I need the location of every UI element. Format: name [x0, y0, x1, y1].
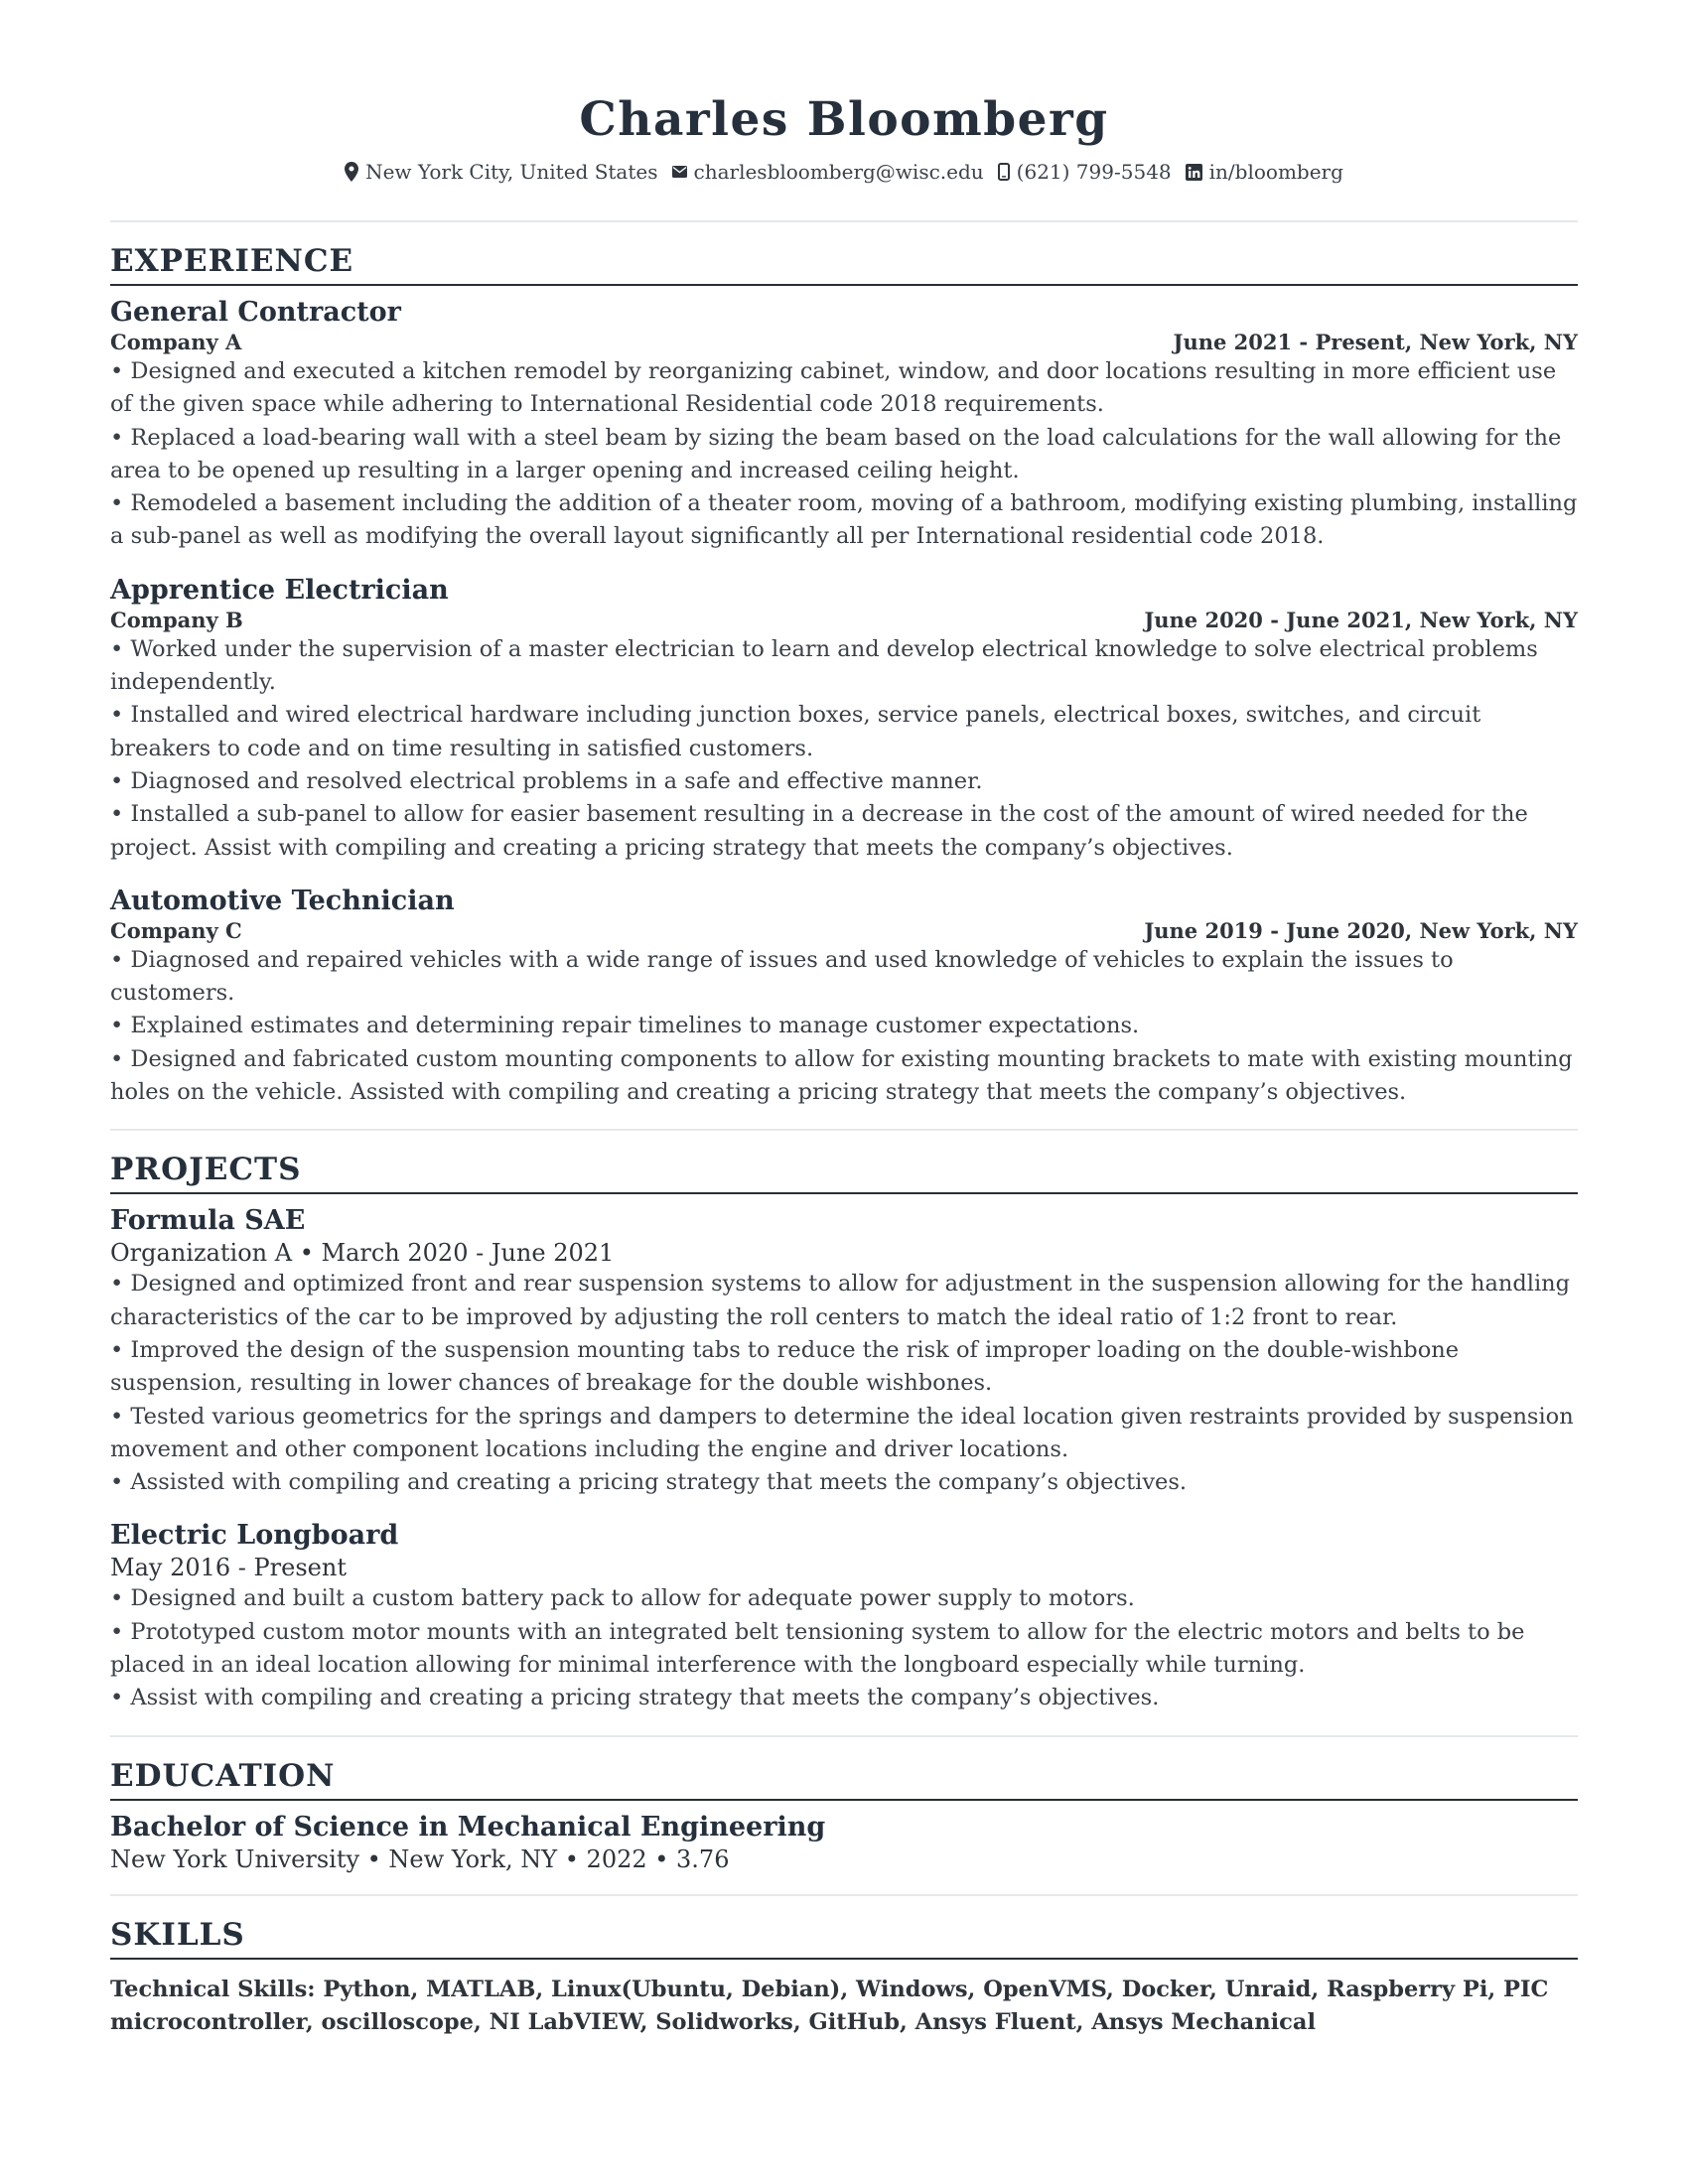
bullet-item: • Worked under the supervision of a master electrician to learn and develop electrical knowledge to solve electrical problems independently.: [110, 635, 1538, 696]
project-entry: [110, 1204, 1578, 1499]
contact-email[interactable]: [672, 159, 984, 185]
project-title: Formula SAE: [110, 1205, 306, 1237]
project-entry: [110, 1519, 1578, 1714]
bullet-list: [110, 1268, 1578, 1499]
experience-entry: [110, 574, 1578, 865]
education-section: [110, 1737, 1578, 1874]
section-title-skills: SKILLS: [110, 1896, 1578, 1960]
bullet-item: • Diagnosed and resolved electrical problems in a safe and effective manner.: [110, 767, 983, 794]
bullet-item: • Improved the design of the suspension mounting tabs to reduce the risk of improper loading on the double-wishbone suspension, resulting in lower chances of breakage for the double wishbones.: [110, 1336, 1460, 1397]
bullet-item: • Installed and wired electrical hardware including junction boxes, service panels, electrical boxes, switches, and circuit breakers to code and on time resulting in satisfied customers.: [110, 702, 1481, 761]
projects-section: [110, 1131, 1578, 1714]
project-meta: Organization A • March 2020 - June 2021: [110, 1239, 615, 1268]
location-pin-icon: [345, 162, 358, 182]
email-link[interactable]: charlesbloomberg@wisc.edu: [693, 160, 984, 184]
company-name: Company A: [110, 330, 242, 354]
linkedin-link[interactable]: in/bloomberg: [1208, 160, 1343, 184]
company-name: Company C: [110, 917, 242, 943]
degree-title: Bachelor of Science in Mechanical Engineering: [110, 1811, 826, 1843]
job-dates-location: June 2019 - June 2020, New York, NY: [1144, 917, 1578, 943]
experience-entry: [110, 885, 1578, 1109]
bullet-item: • Designed and fabricated custom mounting components to allow for existing mounting brackets to mate with existing mounting holes on the vehicle. Assisted with compiling and creating a pricing strategy that meets the company’s objectives.: [110, 1045, 1573, 1106]
contact-info: [110, 159, 1578, 185]
experience-entry: [110, 296, 1578, 554]
project-title: Electric Longboard: [110, 1520, 399, 1552]
education-details: New York University • New York, NY • 2022 • 3.76: [110, 1844, 730, 1873]
job-title: General Contractor: [110, 297, 401, 328]
bullet-item: • Assist with compiling and creating a pricing strategy that meets the company’s objectives.: [110, 1685, 1160, 1711]
location-text: New York City, United States: [365, 160, 658, 184]
contact-phone: [998, 159, 1172, 185]
bullet-item: • Explained estimates and determining repair timelines to manage customer expectations.: [110, 1013, 1140, 1039]
skills-section: [110, 1896, 1578, 2039]
job-dates-location: June 2020 - June 2021, New York, NY: [1144, 607, 1578, 632]
project-meta: May 2016 - Present: [110, 1554, 347, 1582]
education-entry: [110, 1811, 1578, 1874]
company-name: Company B: [110, 607, 243, 632]
job-meta: [110, 918, 1578, 944]
phone-text: (621) 799-5548: [1016, 160, 1172, 184]
bullet-list: [110, 355, 1578, 554]
experience-section: [110, 222, 1578, 1109]
section-title-experience: EXPERIENCE: [110, 222, 1578, 286]
bullet-list: [110, 944, 1578, 1109]
skills-text: Technical Skills: Python, MATLAB, Linux(Ubuntu, Debian), Windows, OpenVMS, Docker, Unraid, Raspberry Pi, PIC microcontroller, oscilloscope, NI LabVIEW, Solidworks, GitHub, Ansys Fluent, Ansys Mechanical: [110, 1976, 1549, 2035]
mail-icon: [672, 166, 687, 178]
job-title: Apprentice Electrician: [110, 574, 449, 606]
phone-icon: [998, 163, 1010, 181]
bullet-item: • Diagnosed and repaired vehicles with a wide range of issues and used knowledge of vehicles to explain the issues to customers.: [110, 946, 1454, 1007]
bullet-list: [110, 633, 1578, 865]
bullet-item: • Tested various geometrics for the springs and dampers to determine the ideal location given restraints provided by suspension movement and other component locations including the engine and driver locations.: [110, 1403, 1574, 1462]
bullet-item: • Remodeled a basement including the addition of a theater room, moving of a bathroom, modifying existing plumbing, installing a sub-panel as well as modifying the overall layout significantly all per International residential code 2018.: [110, 490, 1578, 550]
bullet-item: • Designed and optimized front and rear suspension systems to allow for adjustment in the suspension allowing for the handling characteristics of the car to be improved by adjusting the roll centers to match the ideal ratio of 1:2 front to rear.: [110, 1271, 1571, 1330]
job-dates-location: June 2021 - Present, New York, NY: [1173, 330, 1578, 354]
bullet-item: • Installed a sub-panel to allow for easier basement resulting in a decrease in the cost of the amount of wired needed for the project. Assist with compiling and creating a pricing strategy that meets the company’s objectives.: [110, 801, 1528, 861]
contact-location: [345, 159, 657, 185]
section-title-education: EDUCATION: [110, 1737, 1578, 1801]
job-title: Automotive Technician: [110, 885, 455, 916]
bullet-list: [110, 1582, 1578, 1714]
bullet-item: • Replaced a load-bearing wall with a steel beam by sizing the beam based on the load calculations for the wall allowing for the area to be opened up resulting in a larger opening and increased ceiling height.: [110, 424, 1562, 483]
bullet-item: • Assisted with compiling and creating a pricing strategy that meets the company’s objectives.: [110, 1469, 1188, 1496]
job-meta: [110, 608, 1578, 633]
linkedin-icon: [1186, 164, 1202, 181]
contact-linkedin[interactable]: [1186, 159, 1343, 185]
section-title-projects: PROJECTS: [110, 1131, 1578, 1194]
bullet-item: • Designed and executed a kitchen remodel by reorganizing cabinet, window, and door locations resulting in more efficient use of the given space while adhering to International Residential code 2018 requirements.: [110, 358, 1557, 418]
bullet-item: • Prototyped custom motor mounts with an integrated belt tensioning system to allow for the electric motors and belts to be placed in an ideal location allowing for minimal interference with the longboard especially while turning.: [110, 1618, 1525, 1679]
candidate-name: Charles Bloomberg: [579, 92, 1109, 147]
bullet-item: • Designed and built a custom battery pack to allow for adequate power supply to motors.: [110, 1585, 1135, 1612]
job-meta: [110, 330, 1578, 355]
